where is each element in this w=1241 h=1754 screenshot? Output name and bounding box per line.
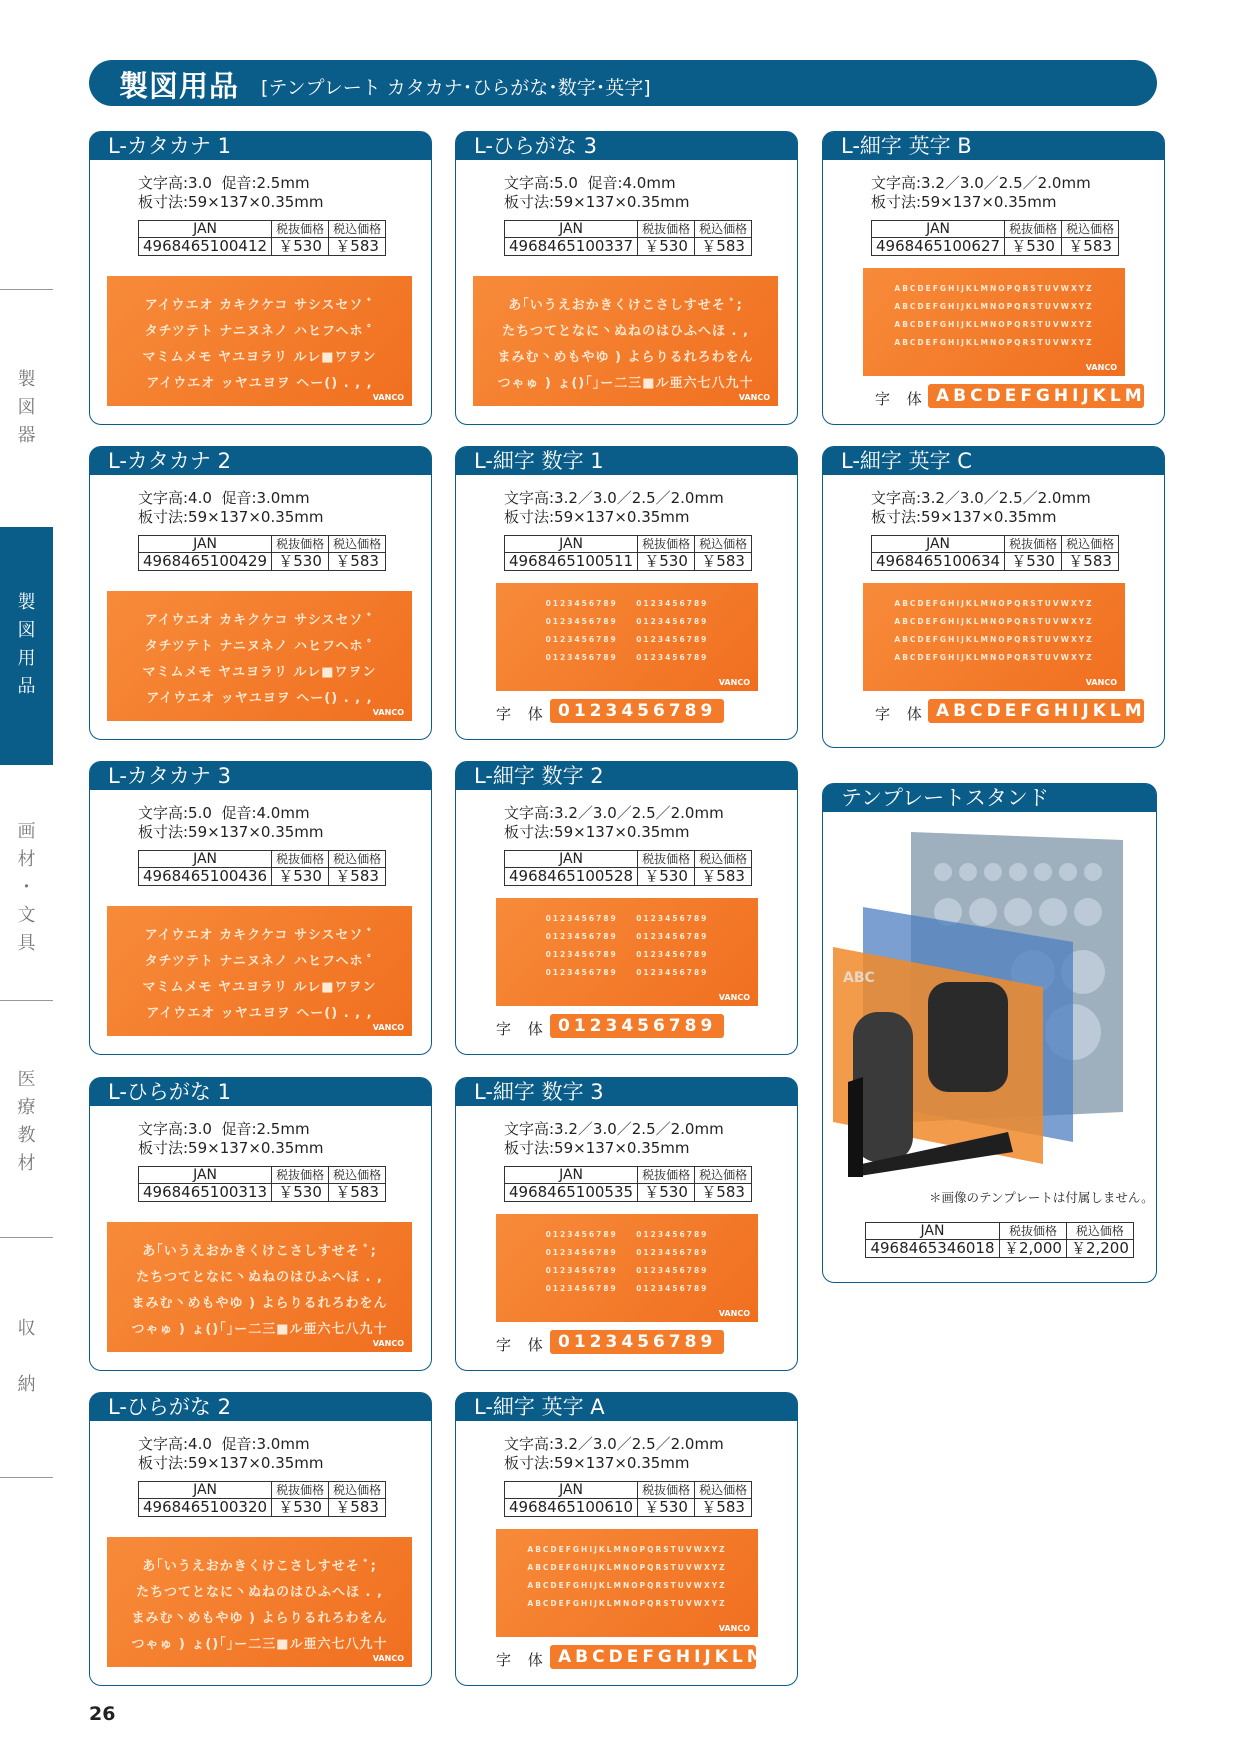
price-ex: ￥530 — [638, 553, 695, 571]
product-spec: 文字高:3.2／3.0／2.5／2.0mm 板寸法:59×137×0.35mm — [871, 174, 1091, 211]
brand-mark: VANCO — [372, 708, 404, 717]
product-spec: 文字高:5.0 促音:4.0mm 板寸法:59×137×0.35mm — [138, 804, 324, 841]
price-ex-header: 税抜価格 — [638, 851, 695, 868]
template-row: たちつてとなに丶ぬねのはひふへほ . , — [136, 1270, 383, 1285]
price-in: ￥583 — [695, 238, 752, 256]
price-table — [138, 535, 386, 571]
template-row: マミムメモ ヤユヨラリ ルレ■ワヲン — [142, 350, 377, 365]
template-row: まみむ丶めもやゆ ) よらりるれろわをん — [131, 1611, 388, 1626]
template-image — [496, 583, 758, 691]
price-table — [504, 1481, 752, 1517]
price-table — [871, 220, 1119, 256]
template-row: アイウエオ ッヤユヨヲ ヘー() . , , — [146, 376, 373, 391]
template-row: 0123456789 0123456789 — [545, 968, 709, 977]
brand-mark: VANCO — [718, 1624, 750, 1633]
template-row: ABCDEFGHIJKLMNOPQRSTUVWXYZ — [527, 1545, 727, 1554]
jan-code: 4968465100313 — [139, 1184, 272, 1202]
product-card — [455, 446, 798, 740]
price-in-header: 税込価格 — [695, 536, 752, 553]
jan-header: JAN — [872, 221, 1005, 238]
page-subtitle: [テンプレート カタカナ･ひらがな･数字･英字] — [261, 77, 651, 99]
product-card — [89, 446, 432, 740]
svg-text:ABC: ABC — [843, 970, 875, 986]
template-row: あ｢いうえおかきくけこさしすせそ ﾞ; — [142, 1244, 377, 1259]
font-label: 字 体 — [496, 705, 549, 723]
product-title: L-ひらがな 2 — [90, 1393, 431, 1421]
product-title: L-細字 英字 A — [456, 1393, 797, 1421]
price-ex-header: 税抜価格 — [1005, 536, 1062, 553]
jan-code: 4968465100528 — [505, 868, 638, 886]
brand-mark: VANCO — [718, 1309, 750, 1318]
font-label: 字 体 — [496, 1651, 549, 1669]
price-ex-header: 税抜価格 — [272, 1482, 329, 1499]
price-ex: ￥530 — [1005, 238, 1062, 256]
template-row: たちつてとなに丶ぬねのはひふへほ . , — [136, 1585, 383, 1600]
font-sample: ABCDEFGHIJKLMN — [550, 1645, 756, 1669]
template-row: 0123456789 0123456789 — [545, 1248, 709, 1257]
product-card — [822, 446, 1165, 748]
price-ex: ￥2,000 — [1000, 1240, 1067, 1258]
jan-code: 4968465100320 — [139, 1499, 272, 1517]
template-row: ABCDEFGHIJKLMNOPQRSTUVWXYZ — [894, 284, 1094, 293]
font-sample: ABCDEFGHIJKLMN — [928, 384, 1144, 408]
price-in-header: 税込価格 — [695, 221, 752, 238]
template-image — [863, 268, 1125, 376]
price-in: ￥2,200 — [1066, 1240, 1133, 1258]
template-row: まみむ丶めもやゆ ) よらりるれろわをん — [131, 1296, 388, 1311]
template-row: 0123456789 0123456789 — [545, 1284, 709, 1293]
product-card — [455, 1392, 798, 1686]
brand-mark: VANCO — [718, 678, 750, 687]
product-card — [89, 761, 432, 1055]
brand-mark: VANCO — [738, 393, 770, 402]
brand-mark: VANCO — [1085, 678, 1117, 687]
jan-header: JAN — [505, 1167, 638, 1184]
price-in: ￥583 — [695, 1184, 752, 1202]
product-card — [455, 1077, 798, 1371]
price-table — [865, 1222, 1134, 1258]
stand-note: ＊画像のテンプレートは付属しません。 — [929, 1190, 1154, 1205]
product-spec: 文字高:5.0 促音:4.0mm 板寸法:59×137×0.35mm — [504, 174, 690, 211]
jan-code: 4968465100627 — [872, 238, 1005, 256]
brand-mark: VANCO — [1085, 363, 1117, 372]
font-sample: ABCDEFGHIJKLM — [928, 699, 1144, 723]
brand-mark: VANCO — [372, 1023, 404, 1032]
product-spec: 文字高:3.0 促音:2.5mm 板寸法:59×137×0.35mm — [138, 174, 324, 211]
template-row: マミムメモ ヤユヨラリ ルレ■ワヲン — [142, 665, 377, 680]
font-sample: 0123456789 — [550, 1330, 724, 1354]
jan-code: 4968465100436 — [139, 868, 272, 886]
price-table — [138, 850, 386, 886]
price-ex: ￥530 — [638, 238, 695, 256]
font-label: 字 体 — [496, 1020, 549, 1038]
price-ex: ￥530 — [272, 1499, 329, 1517]
price-table — [138, 220, 386, 256]
template-row: ABCDEFGHIJKLMNOPQRSTUVWXYZ — [527, 1581, 727, 1590]
template-row: 0123456789 0123456789 — [545, 1230, 709, 1239]
template-image — [473, 276, 778, 406]
product-card — [455, 131, 798, 425]
product-spec: 文字高:3.2／3.0／2.5／2.0mm 板寸法:59×137×0.35mm — [504, 489, 724, 526]
price-table — [504, 1166, 752, 1202]
template-row: ABCDEFGHIJKLMNOPQRSTUVWXYZ — [894, 617, 1094, 626]
price-table — [504, 220, 752, 256]
price-in-header: 税込価格 — [695, 1167, 752, 1184]
product-card — [89, 1077, 432, 1371]
template-row: つゃゅ ) ょ()｢｣ー二三■ル亜六七八九十 — [497, 376, 754, 391]
template-image — [496, 1214, 758, 1322]
template-row: 0123456789 0123456789 — [545, 653, 709, 662]
price-ex-header: 税抜価格 — [272, 536, 329, 553]
price-in: ￥583 — [695, 553, 752, 571]
product-card — [822, 131, 1165, 425]
page-title: 製図用品 — [119, 69, 240, 103]
template-row: 0123456789 0123456789 — [545, 635, 709, 644]
brand-mark: VANCO — [372, 1339, 404, 1348]
template-row: 0123456789 0123456789 — [545, 1266, 709, 1275]
font-sample: 0123456789 — [550, 699, 724, 723]
sidebar-item-drafting-supplies-active[interactable] — [0, 527, 53, 765]
product-title: テンプレートスタンド — [823, 784, 1156, 812]
product-title: L-カタカナ 3 — [90, 762, 431, 790]
brand-mark: VANCO — [372, 393, 404, 402]
sidebar-item-storage[interactable]: 収 納 — [17, 1318, 36, 1395]
template-row: 0123456789 0123456789 — [545, 617, 709, 626]
product-spec: 文字高:3.0 促音:2.5mm 板寸法:59×137×0.35mm — [138, 1120, 324, 1157]
template-row: アイウエオ ッヤユヨヲ ヘー() . , , — [146, 691, 373, 706]
product-spec: 文字高:4.0 促音:3.0mm 板寸法:59×137×0.35mm — [138, 1435, 324, 1472]
price-ex: ￥530 — [638, 1184, 695, 1202]
price-ex: ￥530 — [638, 868, 695, 886]
jan-header: JAN — [505, 1482, 638, 1499]
price-in-header: 税込価格 — [329, 221, 386, 238]
price-ex-header: 税抜価格 — [272, 1167, 329, 1184]
price-in: ￥583 — [695, 1499, 752, 1517]
jan-code: 4968465100634 — [872, 553, 1005, 571]
template-row: たちつてとなに丶ぬねのはひふへほ . , — [502, 324, 749, 339]
product-title: L-ひらがな 3 — [456, 132, 797, 160]
template-row: 0123456789 0123456789 — [545, 599, 709, 608]
template-row: タチツテト ナニヌネノ ハヒフヘホ ﾟ — [144, 639, 375, 654]
price-in-header: 税込価格 — [1062, 536, 1119, 553]
price-in-header: 税込価格 — [329, 1482, 386, 1499]
sidebar-item-label: 製 図 用 品 — [17, 592, 36, 697]
price-table — [138, 1481, 386, 1517]
template-row: アイウエオ ッヤユヨヲ ヘー() . , , — [146, 1006, 373, 1021]
price-in: ￥583 — [1062, 553, 1119, 571]
price-in-header: 税込価格 — [329, 536, 386, 553]
product-card — [89, 131, 432, 425]
price-ex: ￥530 — [272, 238, 329, 256]
jan-header: JAN — [872, 536, 1005, 553]
jan-code: 4968465100337 — [505, 238, 638, 256]
price-in-header: 税込価格 — [1066, 1223, 1133, 1240]
product-title: L-細字 英字 B — [823, 132, 1164, 160]
template-image — [107, 1537, 412, 1667]
product-title: L-細字 英字 C — [823, 447, 1164, 475]
price-in: ￥583 — [329, 1184, 386, 1202]
page-number: 26 — [89, 1703, 116, 1725]
price-table — [871, 535, 1119, 571]
template-row: あ｢いうえおかきくけこさしすせそ ﾞ; — [142, 1559, 377, 1574]
price-ex-header: 税抜価格 — [638, 1167, 695, 1184]
price-ex-header: 税抜価格 — [638, 536, 695, 553]
price-in-header: 税込価格 — [1062, 221, 1119, 238]
jan-header: JAN — [505, 221, 638, 238]
price-in-header: 税込価格 — [329, 851, 386, 868]
product-title: L-ひらがな 1 — [90, 1078, 431, 1106]
price-ex: ￥530 — [1005, 553, 1062, 571]
price-ex: ￥530 — [638, 1499, 695, 1517]
price-ex: ￥530 — [272, 868, 329, 886]
price-in: ￥583 — [329, 553, 386, 571]
price-ex-header: 税抜価格 — [638, 1482, 695, 1499]
template-row: ABCDEFGHIJKLMNOPQRSTUVWXYZ — [894, 338, 1094, 347]
price-table — [504, 850, 752, 886]
price-ex-header: 税抜価格 — [1000, 1223, 1067, 1240]
product-title: L-細字 数字 1 — [456, 447, 797, 475]
template-row: つゃゅ ) ょ()｢｣ー二三■ル亜六七八九十 — [131, 1637, 388, 1652]
jan-code: 4968465100535 — [505, 1184, 638, 1202]
jan-header: JAN — [866, 1223, 1000, 1240]
template-image — [863, 583, 1125, 691]
font-label: 字 体 — [496, 1336, 549, 1354]
jan-code: 4968465100429 — [139, 553, 272, 571]
price-in: ￥583 — [695, 868, 752, 886]
price-table — [504, 535, 752, 571]
price-ex-header: 税抜価格 — [272, 221, 329, 238]
price-table — [138, 1166, 386, 1202]
sidebar-item-art-stationery[interactable]: 画 材 ･ 文 具 — [17, 821, 36, 954]
product-title: L-カタカナ 2 — [90, 447, 431, 475]
template-row: ABCDEFGHIJKLMNOPQRSTUVWXYZ — [894, 302, 1094, 311]
jan-header: JAN — [139, 1482, 272, 1499]
product-card-template-stand — [822, 783, 1157, 1283]
jan-header: JAN — [139, 536, 272, 553]
price-in: ￥583 — [329, 1499, 386, 1517]
product-title: L-細字 数字 2 — [456, 762, 797, 790]
jan-code: 4968465100511 — [505, 553, 638, 571]
jan-header: JAN — [139, 1167, 272, 1184]
jan-code: 4968465346018 — [866, 1240, 1000, 1258]
template-row: あ｢いうえおかきくけこさしすせそ ﾞ; — [508, 298, 743, 313]
product-title: L-カタカナ 1 — [90, 132, 431, 160]
jan-header: JAN — [505, 851, 638, 868]
price-ex-header: 税抜価格 — [1005, 221, 1062, 238]
product-spec: 文字高:3.2／3.0／2.5／2.0mm 板寸法:59×137×0.35mm — [871, 489, 1091, 526]
product-title: L-細字 数字 3 — [456, 1078, 797, 1106]
price-in: ￥583 — [1062, 238, 1119, 256]
template-stand-image — [833, 832, 1133, 1177]
brand-mark: VANCO — [372, 1654, 404, 1663]
price-ex-header: 税抜価格 — [638, 221, 695, 238]
sidebar-item-drafting-tools[interactable]: 製 図 器 — [17, 369, 36, 446]
template-image — [496, 1529, 758, 1637]
font-label: 字 体 — [875, 705, 928, 723]
template-row: アイウエオ カキクケコ サシスセソ ﾞ — [144, 928, 375, 943]
product-card — [89, 1392, 432, 1686]
template-row: 0123456789 0123456789 — [545, 914, 709, 923]
jan-header: JAN — [139, 851, 272, 868]
template-row: 0123456789 0123456789 — [545, 950, 709, 959]
price-in-header: 税込価格 — [329, 1167, 386, 1184]
product-spec: 文字高:4.0 促音:3.0mm 板寸法:59×137×0.35mm — [138, 489, 324, 526]
template-row: マミムメモ ヤユヨラリ ルレ■ワヲン — [142, 980, 377, 995]
template-row: つゃゅ ) ょ()｢｣ー二三■ル亜六七八九十 — [131, 1322, 388, 1337]
sidebar-item-medical-materials[interactable]: 医 療 教 材 — [17, 1069, 36, 1174]
template-row: まみむ丶めもやゆ ) よらりるれろわをん — [497, 350, 754, 365]
page-header — [89, 60, 1157, 106]
template-row: ABCDEFGHIJKLMNOPQRSTUVWXYZ — [527, 1599, 727, 1608]
template-row: タチツテト ナニヌネノ ハヒフヘホ ﾟ — [144, 324, 375, 339]
template-row: ABCDEFGHIJKLMNOPQRSTUVWXYZ — [894, 653, 1094, 662]
template-row: アイウエオ カキクケコ サシスセソ ﾞ — [144, 298, 375, 313]
price-ex-header: 税抜価格 — [272, 851, 329, 868]
product-spec: 文字高:3.2／3.0／2.5／2.0mm 板寸法:59×137×0.35mm — [504, 804, 724, 841]
price-ex: ￥530 — [272, 553, 329, 571]
template-row: ABCDEFGHIJKLMNOPQRSTUVWXYZ — [894, 635, 1094, 644]
price-in-header: 税込価格 — [695, 851, 752, 868]
template-image — [107, 1222, 412, 1352]
price-ex: ￥530 — [272, 1184, 329, 1202]
brand-mark: VANCO — [718, 993, 750, 1002]
price-in-header: 税込価格 — [695, 1482, 752, 1499]
jan-code: 4968465100610 — [505, 1499, 638, 1517]
product-spec: 文字高:3.2／3.0／2.5／2.0mm 板寸法:59×137×0.35mm — [504, 1120, 724, 1157]
price-in: ￥583 — [329, 868, 386, 886]
template-row: ABCDEFGHIJKLMNOPQRSTUVWXYZ — [894, 599, 1094, 608]
font-sample: 0123456789 — [550, 1014, 724, 1038]
template-row: 0123456789 0123456789 — [545, 932, 709, 941]
template-row: ABCDEFGHIJKLMNOPQRSTUVWXYZ — [894, 320, 1094, 329]
price-in: ￥583 — [329, 238, 386, 256]
template-image — [496, 898, 758, 1006]
jan-header: JAN — [139, 221, 272, 238]
jan-code: 4968465100412 — [139, 238, 272, 256]
template-image — [107, 906, 412, 1036]
template-row: タチツテト ナニヌネノ ハヒフヘホ ﾟ — [144, 954, 375, 969]
jan-header: JAN — [505, 536, 638, 553]
template-image — [107, 276, 412, 406]
product-card — [455, 761, 798, 1055]
template-image — [107, 591, 412, 721]
template-row: アイウエオ カキクケコ サシスセソ ﾞ — [144, 613, 375, 628]
product-spec: 文字高:3.2／3.0／2.5／2.0mm 板寸法:59×137×0.35mm — [504, 1435, 724, 1472]
template-row: ABCDEFGHIJKLMNOPQRSTUVWXYZ — [527, 1563, 727, 1572]
font-label: 字 体 — [875, 390, 928, 408]
